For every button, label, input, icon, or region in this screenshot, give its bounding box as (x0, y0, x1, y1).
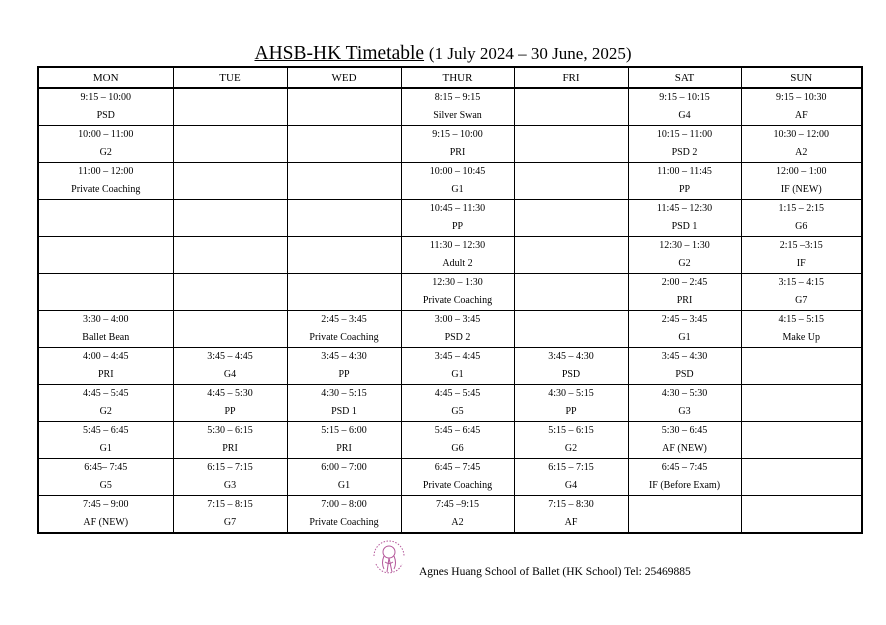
class-slot-fri (514, 163, 628, 200)
slot-class: PSD 1 (671, 221, 698, 232)
slot-class: PRI (449, 147, 466, 158)
slot-class: AF (NEW) (83, 517, 129, 528)
slot-class: PP (224, 406, 236, 417)
slot-time: 11:45 – 12:30 (656, 203, 713, 214)
day-header-thur: THUR (401, 67, 514, 88)
slot-class: Private Coaching (309, 517, 379, 528)
class-slot-wed (287, 348, 401, 385)
class-slot-fri (514, 459, 628, 496)
class-slot-wed (287, 459, 401, 496)
slot-time: 5:30 – 6:15 (207, 425, 253, 436)
slot-class (288, 292, 401, 310)
slot-class (288, 181, 401, 199)
slot-class: G6 (795, 221, 808, 232)
slot-time: 4:00 – 4:45 (82, 351, 129, 362)
day-header-sun: SUN (741, 67, 862, 88)
slot-class: AF (NEW) (662, 443, 707, 454)
slot-class (174, 218, 287, 236)
class-slot-sat (628, 311, 741, 348)
class-slot-tue (173, 348, 287, 385)
class-slot-sun (741, 163, 862, 200)
slot-time: 6:45 – 7:45 (661, 462, 708, 473)
slot-time: 6:45 – 7:45 (434, 462, 481, 473)
table-row (38, 348, 862, 385)
class-slot-fri (514, 126, 628, 163)
slot-time (288, 200, 401, 218)
slot-class: Adult 2 (442, 258, 473, 269)
table-row (38, 311, 862, 348)
slot-class (742, 477, 862, 495)
slot-time: 11:00 – 11:45 (657, 166, 712, 177)
slot-class (288, 144, 401, 162)
slot-time (515, 163, 628, 181)
slot-class: PP (565, 406, 577, 417)
slot-class: G7 (795, 295, 808, 306)
class-slot-sun (741, 422, 862, 459)
class-slot-thur (401, 385, 514, 422)
slot-class (288, 107, 401, 125)
slot-time (629, 496, 741, 514)
table-row (38, 200, 862, 237)
class-slot-sat (628, 496, 741, 534)
slot-class: Private Coaching (422, 295, 493, 306)
slot-class (742, 514, 862, 532)
slot-class (742, 403, 862, 421)
slot-time (39, 200, 173, 218)
slot-class (629, 514, 741, 532)
class-slot-fri (514, 274, 628, 311)
slot-class: Make Up (782, 332, 820, 343)
table-row (38, 422, 862, 459)
class-slot-wed (287, 274, 401, 311)
slot-class: G2 (564, 443, 578, 454)
class-slot-wed (287, 311, 401, 348)
slot-time: 6:15 – 7:15 (548, 462, 594, 473)
slot-time: 5:30 – 6:45 (661, 425, 708, 436)
slot-class: Private Coaching (71, 184, 141, 195)
slot-class (174, 107, 287, 125)
class-slot-fri (514, 311, 628, 348)
slot-class: PP (338, 369, 350, 380)
slot-class: IF (Before Exam) (648, 480, 721, 491)
slot-class (515, 218, 628, 236)
class-slot-sat (628, 88, 741, 126)
slot-class: G6 (451, 443, 464, 454)
class-slot-thur (401, 496, 514, 534)
slot-class: G7 (223, 517, 237, 528)
slot-time: 3:00 – 3:45 (434, 314, 481, 325)
slot-class (39, 292, 173, 310)
slot-class: A2 (795, 147, 808, 158)
slot-class: PP (678, 184, 691, 195)
class-slot-wed (287, 422, 401, 459)
slot-class (39, 255, 173, 273)
slot-time: 2:45 – 3:45 (661, 314, 708, 325)
table-row (38, 385, 862, 422)
timetable-title (0, 42, 886, 66)
class-slot-tue (173, 237, 287, 274)
class-slot-mon (38, 348, 173, 385)
slot-time: 4:45 – 5:30 (207, 388, 253, 399)
timetable-body (38, 88, 862, 533)
slot-time: 5:15 – 6:00 (321, 425, 367, 436)
class-slot-sun (741, 496, 862, 534)
slot-time: 3:45 – 4:30 (661, 351, 708, 362)
slot-class: G1 (678, 332, 691, 343)
slot-time: 3:15 – 4:15 (778, 277, 825, 288)
slot-class: PSD (561, 369, 581, 380)
title-date-range: (1 July 2024 – 30 June, 2025) (428, 44, 632, 63)
table-row (38, 126, 862, 163)
class-slot-thur (401, 274, 514, 311)
slot-time: 12:00 – 1:00 (775, 166, 827, 177)
class-slot-sat (628, 459, 741, 496)
slot-time: 10:00 – 10:45 (429, 166, 486, 177)
class-slot-sun (741, 126, 862, 163)
slot-class: G1 (337, 480, 351, 491)
slot-time (742, 459, 862, 477)
slot-class: G5 (451, 406, 464, 417)
school-seal-logo-icon (364, 532, 414, 580)
slot-class: PSD 2 (671, 147, 698, 158)
class-slot-fri (514, 88, 628, 126)
table-row (38, 163, 862, 200)
class-slot-tue (173, 311, 287, 348)
slot-class (515, 144, 628, 162)
slot-time: 2:45 – 3:45 (321, 314, 367, 325)
table-row (38, 274, 862, 311)
slot-class: G4 (678, 110, 691, 121)
class-slot-thur (401, 200, 514, 237)
class-slot-sat (628, 126, 741, 163)
slot-time (742, 348, 862, 366)
class-slot-sat (628, 422, 741, 459)
class-slot-wed (287, 496, 401, 534)
slot-class: AF (794, 110, 808, 121)
class-slot-tue (173, 88, 287, 126)
class-slot-fri (514, 348, 628, 385)
slot-class: IF (796, 258, 806, 269)
slot-time (174, 237, 287, 255)
slot-class: A2 (451, 517, 464, 528)
slot-time: 7:45 – 9:00 (82, 499, 129, 510)
slot-time (288, 126, 401, 144)
class-slot-fri (514, 422, 628, 459)
slot-time (288, 89, 401, 107)
timetable-grid (37, 66, 863, 534)
slot-time: 6:15 – 7:15 (207, 462, 253, 473)
class-slot-fri (514, 237, 628, 274)
slot-class: G4 (564, 480, 578, 491)
class-slot-mon (38, 237, 173, 274)
slot-time: 4:15 – 5:15 (778, 314, 825, 325)
slot-class (39, 218, 173, 236)
class-slot-tue (173, 459, 287, 496)
slot-time: 4:30 – 5:15 (321, 388, 367, 399)
slot-time: 4:30 – 5:15 (548, 388, 594, 399)
class-slot-mon (38, 311, 173, 348)
slot-class: PP (451, 221, 464, 232)
slot-class: Private Coaching (309, 332, 379, 343)
slot-class: G1 (451, 369, 464, 380)
class-slot-tue (173, 496, 287, 534)
slot-time: 12:30 – 1:30 (659, 240, 710, 251)
header-row (38, 67, 862, 88)
slot-time (174, 274, 287, 292)
class-slot-mon (38, 385, 173, 422)
slot-class (174, 329, 287, 347)
slot-time: 12:30 – 1:30 (432, 277, 483, 288)
day-header-wed: WED (287, 67, 401, 88)
footer-contact: Agnes Huang School of Ballet (HK School) Tel: 25469885 (419, 566, 691, 578)
slot-class (515, 329, 628, 347)
slot-class (742, 440, 862, 458)
class-slot-tue (173, 126, 287, 163)
slot-time (174, 311, 287, 329)
slot-time: 11:00 – 12:00 (78, 166, 134, 177)
class-slot-sun (741, 88, 862, 126)
slot-time: 5:45 – 6:45 (434, 425, 481, 436)
class-slot-mon (38, 88, 173, 126)
class-slot-mon (38, 496, 173, 534)
slot-class: G1 (99, 443, 112, 454)
slot-time: 9:15 – 10:00 (80, 92, 132, 103)
title-main: AHSB-HK Timetable (254, 43, 425, 64)
slot-time (515, 126, 628, 144)
class-slot-sun (741, 274, 862, 311)
class-slot-mon (38, 274, 173, 311)
slot-time: 10:45 – 11:30 (429, 203, 486, 214)
slot-time: 5:45 – 6:45 (82, 425, 129, 436)
slot-class: AF (564, 517, 578, 528)
class-slot-wed (287, 88, 401, 126)
slot-time (515, 311, 628, 329)
slot-class (174, 181, 287, 199)
slot-class: G2 (99, 147, 112, 158)
class-slot-tue (173, 274, 287, 311)
slot-class: PRI (676, 295, 693, 306)
class-slot-fri (514, 385, 628, 422)
slot-time (174, 163, 287, 181)
class-slot-mon (38, 126, 173, 163)
slot-time (515, 237, 628, 255)
slot-class: PRI (97, 369, 114, 380)
class-slot-fri (514, 496, 628, 534)
slot-time (515, 200, 628, 218)
slot-time: 7:15 – 8:30 (548, 499, 594, 510)
table-row (38, 496, 862, 534)
slot-class: G3 (223, 480, 237, 491)
slot-time: 7:15 – 8:15 (207, 499, 253, 510)
slot-class (288, 255, 401, 273)
class-slot-sun (741, 348, 862, 385)
day-header-sat: SAT (628, 67, 741, 88)
table-row (38, 88, 862, 126)
slot-time (742, 496, 862, 514)
class-slot-wed (287, 237, 401, 274)
slot-class: PSD (96, 110, 115, 121)
slot-class: Ballet Bean (82, 332, 130, 343)
slot-time: 2:15 –3:15 (779, 240, 823, 251)
class-slot-tue (173, 200, 287, 237)
class-slot-thur (401, 422, 514, 459)
slot-time: 1:15 – 2:15 (778, 203, 825, 214)
class-slot-thur (401, 163, 514, 200)
slot-time: 5:15 – 6:15 (548, 425, 594, 436)
table-row (38, 237, 862, 274)
class-slot-sun (741, 459, 862, 496)
class-slot-thur (401, 348, 514, 385)
slot-time (742, 422, 862, 440)
slot-time: 3:45 – 4:45 (434, 351, 481, 362)
slot-time: 4:45 – 5:45 (434, 388, 481, 399)
slot-time (288, 163, 401, 181)
class-slot-wed (287, 200, 401, 237)
slot-time: 7:45 –9:15 (435, 499, 480, 510)
class-slot-sun (741, 237, 862, 274)
slot-time: 6:45– 7:45 (84, 462, 128, 473)
class-slot-mon (38, 422, 173, 459)
class-slot-sat (628, 163, 741, 200)
class-slot-sun (741, 311, 862, 348)
slot-time (288, 237, 401, 255)
class-slot-sat (628, 200, 741, 237)
slot-class: G4 (223, 369, 237, 380)
slot-time (174, 200, 287, 218)
class-slot-sat (628, 237, 741, 274)
class-slot-fri (514, 200, 628, 237)
slot-class: Silver Swan (433, 110, 482, 121)
slot-class: PSD 2 (444, 332, 471, 343)
class-slot-thur (401, 237, 514, 274)
slot-class (515, 107, 628, 125)
table-row (38, 459, 862, 496)
class-slot-thur (401, 311, 514, 348)
slot-class (742, 366, 862, 384)
slot-class (288, 218, 401, 236)
class-slot-sat (628, 348, 741, 385)
slot-time (39, 274, 173, 292)
slot-time (39, 237, 173, 255)
slot-time: 10:30 – 12:00 (773, 129, 830, 140)
slot-time (288, 274, 401, 292)
slot-time (742, 385, 862, 403)
slot-time: 7:00 – 8:00 (321, 499, 367, 510)
class-slot-wed (287, 163, 401, 200)
slot-class: PRI (336, 443, 352, 454)
slot-time: 4:30 – 5:30 (661, 388, 708, 399)
slot-class (174, 144, 287, 162)
class-slot-tue (173, 163, 287, 200)
slot-time (174, 89, 287, 107)
class-slot-sat (628, 274, 741, 311)
slot-time: 9:15 – 10:15 (659, 92, 710, 103)
slot-class: G2 (99, 406, 112, 417)
slot-class: G3 (678, 406, 691, 417)
class-slot-tue (173, 422, 287, 459)
class-slot-mon (38, 200, 173, 237)
class-slot-tue (173, 385, 287, 422)
class-slot-sun (741, 200, 862, 237)
class-slot-thur (401, 126, 514, 163)
slot-time: 2:00 – 2:45 (661, 277, 708, 288)
slot-class: IF (NEW) (780, 184, 822, 195)
slot-class: Private Coaching (422, 480, 493, 491)
class-slot-sat (628, 385, 741, 422)
slot-time: 9:15 – 10:30 (775, 92, 827, 103)
class-slot-sun (741, 385, 862, 422)
class-slot-thur (401, 88, 514, 126)
slot-class: G5 (99, 480, 112, 491)
slot-class: G2 (678, 258, 691, 269)
day-header-tue: TUE (173, 67, 287, 88)
slot-time: 4:45 – 5:45 (82, 388, 129, 399)
slot-class: PSD (675, 369, 694, 380)
slot-time (515, 89, 628, 107)
slot-time: 6:00 – 7:00 (321, 462, 367, 473)
slot-time: 3:45 – 4:30 (321, 351, 367, 362)
slot-time: 10:00 – 11:00 (78, 129, 134, 140)
slot-time (515, 274, 628, 292)
slot-class (515, 292, 628, 310)
day-header-mon: MON (38, 67, 173, 88)
class-slot-mon (38, 459, 173, 496)
slot-time (174, 126, 287, 144)
slot-class: PSD 1 (331, 406, 357, 417)
slot-time: 3:45 – 4:45 (207, 351, 253, 362)
class-slot-wed (287, 385, 401, 422)
class-slot-mon (38, 163, 173, 200)
slot-time: 9:15 – 10:00 (432, 129, 483, 140)
slot-time: 3:30 – 4:00 (82, 314, 129, 325)
slot-class: G1 (451, 184, 464, 195)
slot-time: 10:15 – 11:00 (656, 129, 713, 140)
class-slot-thur (401, 459, 514, 496)
slot-class (174, 292, 287, 310)
day-header-fri: FRI (514, 67, 628, 88)
slot-class: PRI (222, 443, 238, 454)
class-slot-wed (287, 126, 401, 163)
slot-class (515, 255, 628, 273)
slot-class (515, 181, 628, 199)
slot-time: 8:15 – 9:15 (434, 92, 481, 103)
slot-time: 3:45 – 4:30 (548, 351, 594, 362)
slot-time: 11:30 – 12:30 (429, 240, 486, 251)
slot-class (174, 255, 287, 273)
